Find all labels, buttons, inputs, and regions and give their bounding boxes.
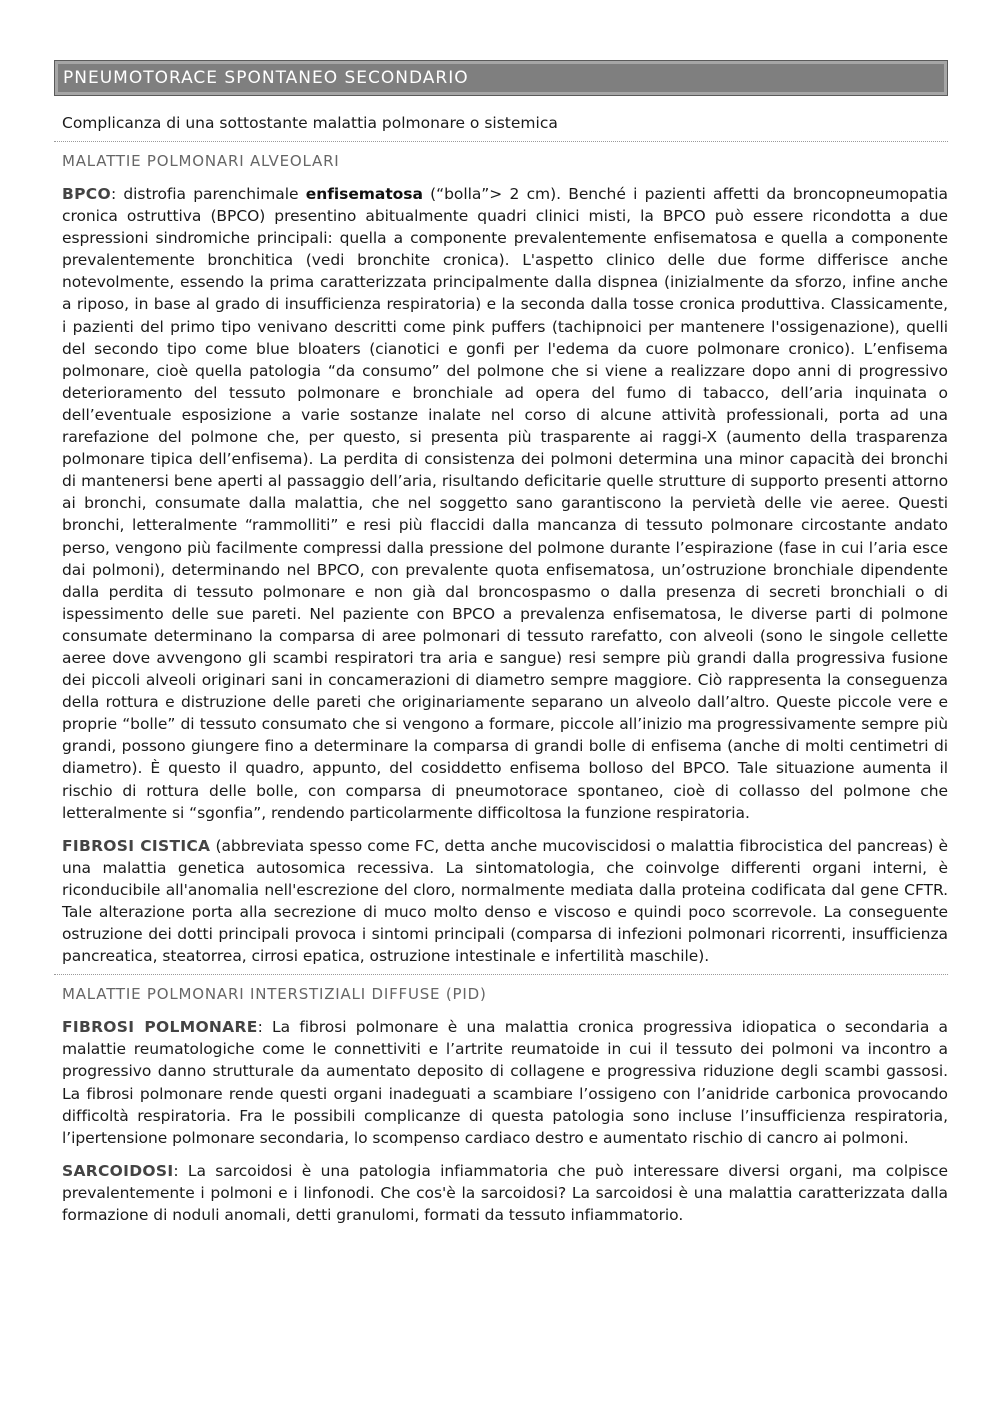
title-bar bbox=[54, 60, 948, 96]
fibrosi-cistica-text: (abbreviata spesso come FC, detta anche mucoviscidosi o malattia fibrocistica del pancreas) è una malattia genetica autosomica recessiva. La sintomatologia, che coinvolge differenti organi interni, è riconducibile all'anomalia nell'escrezione del cloro, normalmente mediata dalla proteina codificata dal gene CFTR. Tale alterazione porta alla secrezione di muco molto denso e viscoso e quindi poco scorrevole. La conseguente ostruzione dei dotti principali provoca i sintomi principali (comparsa di infezioni polmonari ricorrenti, insufficienza pancreatica, steatorrea, cirrosi epatica, ostruzione intestinale e infertilità maschile). bbox=[62, 836, 948, 966]
paragraph-sarcoidosi bbox=[62, 1160, 948, 1226]
paragraph-fibrosi-cistica bbox=[62, 835, 948, 968]
term-sarcoidosi: SARCOIDOSI bbox=[62, 1161, 174, 1180]
bpco-text-a: : distrofia parenchimale bbox=[110, 185, 306, 203]
page-title: PNEUMOTORACE SPONTANEO SECONDARIO bbox=[63, 68, 469, 88]
paragraph-fibrosi-polmonare bbox=[62, 1016, 948, 1149]
sarcoidosi-text: : La sarcoidosi è una patologia infiammatoria che può interessare diversi organi, ma colpisce prevalentemente i polmoni e i linfonodi. Che cos'è la sarcoidosi? La sarcoidosi è una malattia caratterizzata dalla formazione di noduli anomali, detti granulomi, formati da tessuto infiammatorio. bbox=[62, 1161, 948, 1225]
term-bpco: BPCO bbox=[62, 185, 111, 203]
term-fibrosi-cistica: FIBROSI CISTICA bbox=[62, 836, 211, 855]
bpco-text-b: (“bolla”> 2 cm). Benché i pazienti affetti da broncopneumopatia cronica ostruttiva (BPCO) presentino abitualmente quadri clinici misti, la BPCO può essere ricondotta a due espressioni sindromiche principali: quella a componente prevalentemente enfisematosa e quella a componente prevalentemente bronchitica (vedi bronchite cronica). L'aspetto clinico delle due forme differisce anche notevolmente, essendo la prima caratterizzata principalmente dalla dispnea (inizialmente da sforzo, infine anche a riposo, in base al grado di insufficienza respiratoria) e la seconda dalla tosse cronica produttiva. Classicamente, i pazienti del primo tipo venivano descritti come pink puffers (tachipnoici per mantenere l'ossigenazione), quelli del secondo tipo come blue bloaters (cianotici e gonfi per l'edema da cuore polmonare cronico). L’enfisema polmonare, cioè quella patologia “da consumo” del polmone che si viene a realizzare dopo anni di progressivo deterioramento del tessuto polmonare e bronchiale ad opera del fumo di tabacco, dell’aria inquinata o dell’eventuale esposizione a varie sostanze inalate nel corso di alcune attività professionali, porta ad una rarefazione del polmone che, per questo, si presenta più trasparente ai raggi-X (aumento della trasparenza polmonare tipica dell’enfisema). La perdita di consistenza dei polmoni determina una minor capacità dei bronchi di mantenersi bene aperti al passaggio dell’aria, risultando deficitarie quelle strutture di supporto presenti attorno ai bronchi, consumate dalla malattia, che nel soggetto sano garantiscono la pervietà delle vie aeree. Questi bronchi, letteralmente “rammolliti” e resi più flaccidi dalla mancanza di tessuto polmonare circostante andato perso, vengono più facilmente compressi dalla pressione del polmone durante l’espirazione (fase in cui l’aria esce dai polmoni), determinando nel BPCO, con prevalente quota enfisematosa, un’ostruzione bronchiale dipendente dalla perdita di tessuto polmonare e non già dal broncospasmo o dalla presenza di secreti bronchiali o di ispessimento delle sue pareti. Nel paziente con BPCO a prevalenza enfisematosa, le diverse parti di polmone consumate determinano la comparsa di aree polmonari di tessuto rarefatto, con alveoli (sono le singole cellette aeree dove avvengono gli scambi respiratori tra aria e sangue) resi sempre più grandi dalla progressiva fusione dei piccoli alveoli originari sani in concamerazioni di diametro sempre maggiore. Ciò rappresenta la conseguenza della rottura e distruzione delle pareti che originariamente separano un alveolo dall’altro. Queste piccole vere e proprie “bolle” di tessuto consumato che si vengono a formare, piccole all’inizio ma progressivamente sempre più grandi, possono giungere fino a determinare la comparsa di grandi bolle di enfisema (anche di molti centimetri di diametro). È questo il quadro, appunto, del cosiddetto enfisema bolloso del BPCO. Tale situazione aumenta il rischio di rottura delle bolle, con comparsa di pneumotorace spontaneo, cioè di collasso del polmone che letteralmente si “sgonfia”, rendendo particolarmente difficoltosa la funzione respiratoria. bbox=[62, 185, 948, 822]
section-heading-alveolari: MALATTIE POLMONARI ALVEOLARI bbox=[54, 141, 948, 172]
fibrosi-polmonare-text: : La fibrosi polmonare è una malattia cronica progressiva idiopatica o secondaria a malattie reumatologiche come le connettiviti e l’artrite reumatoide in cui il tessuto dei polmoni va incontro a progressivo danno strutturale da aumentato deposito di collagene e progressiva riduzione degli scambi gassosi. La fibrosi polmonare rende questi organi inadeguati a scambiare l’ossigeno con l’anidride carbonica provocando difficoltà respiratoria. Fra le possibili complicanze di questa patologia sono incluse l’insufficienza respiratoria, l’ipertensione polmonare secondaria, lo scompenso cardiaco destro e aumentato rischio di cancro ai polmoni. bbox=[62, 1018, 948, 1147]
intro-text: Complicanza di una sottostante malattia polmonare o sistemica bbox=[62, 114, 558, 132]
document-page bbox=[54, 60, 948, 1226]
section-heading-interstiziali: MALATTIE POLMONARI INTERSTIZIALI DIFFUSE (PID) bbox=[54, 974, 948, 1005]
term-fibrosi-polmonare: FIBROSI POLMONARE bbox=[62, 1018, 258, 1037]
paragraph-bpco bbox=[62, 183, 948, 824]
bpco-emphasis: enfisematosa bbox=[305, 185, 423, 203]
